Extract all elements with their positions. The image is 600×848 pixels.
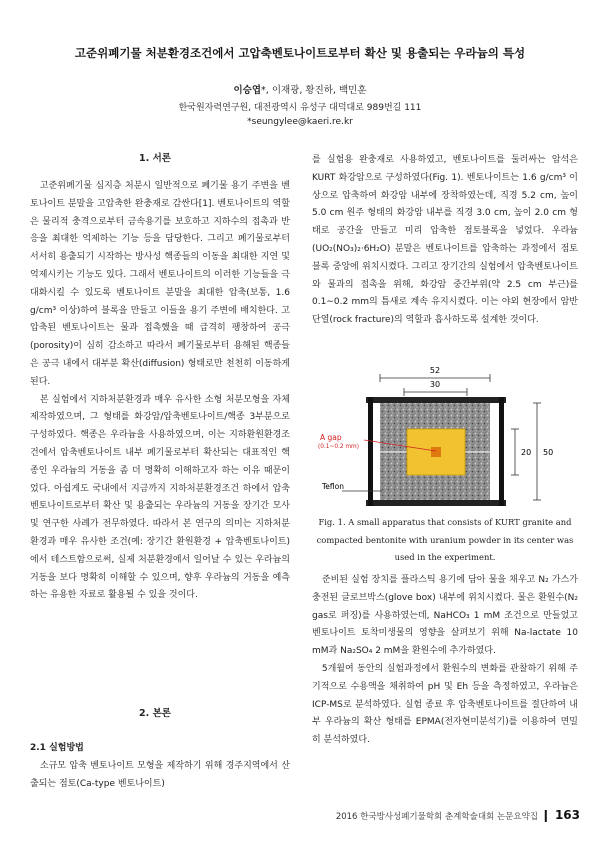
intro-paragraph-2: 본 실험에서 지하처분환경과 매우 유사한 소형 처분모형을 자체 제작하였으며, 그 형태를 화강암/압축벤토나이트/핵종 3부분으로 구성하였다. 핵종은 우라늄을 사용하였으며, 이는 지하환원환경조건에서 압축벤토나이트 내부 폐기물로부터 확산되는 대표적인 핵종인 우라늄의 거동을 좀 더 명확히 이해하고자 하는 이유 때문이었다. 아쉽게도 국내에서 지금까지 지하처분환경조건 하에서 압축벤토나이트로부터 확산 및 용출되는 우라늄의 거동을 장기간 모사 및 연구한 사례가 전무하였다. 따라서 본 연구의 의미는 지하처분환경과 매우 유사한 조건(예: 장기간 환원환경 + 압축벤토나이트)에서 테스트함으로써, 실제 처분환경에서 일어날 수 있는 우라늄의 거동을 보다 명확히 이해할 수 있으며, 향후 우라늄의 거동을 예측하는 유용한 자료로 활용될 수 있을 것이다. (30, 394, 290, 601)
page-footer: 2016 한국방사성폐기물학회 춘계학술대회 논문요약집 ❙ 163 (335, 808, 580, 822)
teflon-label: Teflon (322, 482, 344, 491)
left-column-intro (30, 178, 290, 605)
dim-label-30: 30 (429, 380, 441, 389)
top-plate (366, 397, 506, 403)
figure-caption: Fig. 1. A small apparatus that consists of KURT granite and compacted bentonite with uranium powder in its center was used in the experiment. (316, 517, 574, 562)
apparatus-diagram (312, 360, 582, 510)
email: *seungylee@kaeri.re.kr (247, 117, 353, 127)
footer-text: 2016 한국방사성폐기물학회 춘계학술대회 논문요약집 (335, 812, 538, 822)
dim-label-20: 20 (521, 448, 532, 457)
right-paragraph-3: 5개월여 동안의 실험과정에서 환원수의 변화를 관찰하기 위해 주기적으로 수용액을 채취하여 pH 및 Eh 등을 측정하였고, 우라늄은 ICP-MS로 분석하였다. 실험 종료 후 압축벤토나이트를 절단하여 내부 우라늄의 확산 형태를 EPMA(전자현미분석기)를 이용하여 면밀히 분석하였다. (312, 663, 578, 746)
first-author: 이승엽 (233, 85, 262, 96)
right-column-bottom (312, 572, 578, 750)
other-authors: *, 이재광, 황진하, 백민훈 (261, 85, 367, 96)
paper-title: 고준위폐기물 처분환경조건에서 고압축벤토나이트로부터 확산 및 용출되는 우라늄의 특성 (74, 46, 526, 60)
right-rod (499, 397, 504, 506)
page-number: 163 (554, 808, 580, 822)
gap-label: A gap (320, 433, 342, 442)
dim-label-50: 50 (543, 448, 554, 457)
uranium-powder (431, 447, 441, 457)
left-column-method (30, 758, 290, 794)
section-body-title: 2. 본론 (139, 708, 171, 719)
method-subtitle: 2.1 실험방법 (30, 743, 84, 753)
dim-label-52: 52 (429, 366, 441, 375)
section-intro-title: 1. 서론 (139, 153, 171, 164)
right-column-top (312, 152, 578, 330)
left-rod (368, 397, 373, 506)
right-paragraph-1: 를 실험용 완충재로 사용하였고, 벤토나이트를 둘러싸는 암석은 KURT 화강암으로 구성하였다(Fig. 1). 벤토나이트는 1.6 g/cm³ 이상으로 압축하여 화강암 내부에 장착하였는데, 직경 5.2 cm, 높이 5.0 cm 원주 형태의 화강암 내부를 직경 3.0 cm, 높이 2.0 cm 형태로 공간을 만들고 미리 압축한 점토블록을 넣었다. 우라늄(UO₂(NO₃)₂·6H₂O) 분말은 벤토나이트를 압축하는 과정에서 점토블록 중앙에 위치시켰다. 그리고 장기간의 실험에서 압축벤토나이트와 물과의 접촉을 위해, 화강암 중간부위(약 2.5 cm 부근)를 0.1∼0.2 mm의 틈새로 계속 유지시켰다. 이는 야외 현장에서 암반단열(rock fracture)의 역할과 흡사하도록 설계한 것이다. (312, 155, 578, 326)
bottom-plate (366, 500, 506, 506)
method-paragraph-1: 소규모 압축 벤토나이트 모형을 제작하기 위해 경주지역에서 산출되는 점토(Ca-type 벤토나이트) (30, 761, 290, 789)
intro-paragraph-1: 고준위폐기물 심지층 처분시 일반적으로 폐기물 용기 주변을 벤토나이트 분말을 고압축한 완충재로 감싼다[1]. 벤토나이트의 역할은 물리적 충격으로부터 금속용기를 보호하고 지하수의 접촉과 반응을 최대한 억제하는 기능 등을 담당한다. 그리고 폐기물로부터 서서히 용출되기 시작하는 방사성 핵종들의 이동을 최대한 지연 및 억제시키는 기능도 있다. 그래서 벤토나이트의 이러한 기능들을 극대화시킬 수 있도록 벤토나이트 분말을 최대한 압축(보통, 1.6 g/cm³ 이상)하여 블록을 만들고 이들을 용기 주변에 배치한다. 고압축된 벤토나이트는 물과 접촉했을 때 급격히 팽창하여 공극(porosity)이 심히 감소하고 따라서 폐기물로부터 용해된 핵종들은 공극 내에서 대부분 확산(diffusion) 형태로만 천천히 이동하게 된다. (30, 181, 290, 387)
author-line (20, 82, 580, 96)
right-paragraph-2: 준비된 실험 장치를 플라스틱 용기에 담아 물을 채우고 N₂ 가스가 충전된 글로브박스(glove box) 내부에 위치시켰다. 물은 환원수(N₂ gas로 퍼징)를 사용하였는데, NaHCO₃ 1 mM 조건으로 만들었고 벤토나이트 토착미생물의 영향을 살펴보기 위해 Na-lactate 10 mM과 Na₂SO₄ 2 mM을 환원수에 추가하였다. (312, 575, 578, 657)
gap-range-label: (0.1~0.2 mm) (318, 444, 359, 450)
affiliation: 한국원자력연구원, 대전광역시 유성구 대덕대로 989번길 111 (178, 103, 422, 113)
figure-1 (312, 360, 582, 510)
